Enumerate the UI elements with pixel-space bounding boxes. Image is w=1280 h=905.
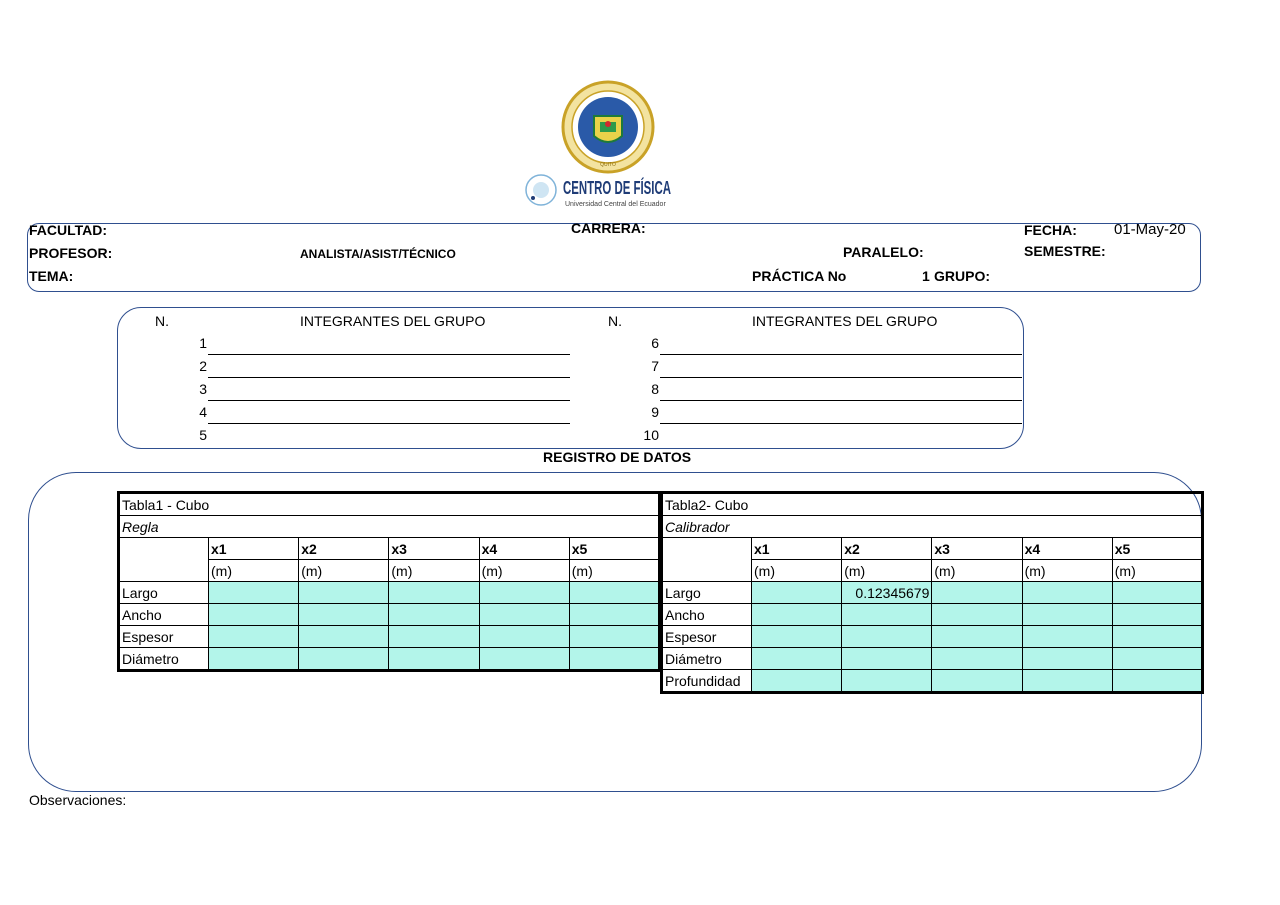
table1-input-cell[interactable]	[569, 582, 659, 604]
table2-input-cell[interactable]	[1112, 582, 1202, 604]
member-number: 6	[651, 335, 659, 351]
table1-row-label: Diámetro	[119, 648, 209, 671]
member-number: 9	[651, 404, 659, 420]
members-title-left: INTEGRANTES DEL GRUPO	[300, 313, 486, 329]
table2-row-label: Espesor	[662, 626, 752, 648]
table1-unit: (m)	[299, 560, 389, 582]
table2-col-header: x2	[842, 538, 932, 560]
brand-text: CENTRO DE FÍSICA	[563, 178, 734, 198]
table2-col-header: x5	[1112, 538, 1202, 560]
table1-unit: (m)	[209, 560, 299, 582]
table1-input-cell[interactable]	[569, 626, 659, 648]
table2-input-cell[interactable]	[842, 670, 932, 693]
table1-input-cell[interactable]	[479, 604, 569, 626]
member-name-line[interactable]	[208, 400, 570, 401]
practica-label: PRÁCTICA No	[752, 268, 847, 284]
facultad-label: FACULTAD:	[29, 222, 108, 238]
observaciones-label: Observaciones:	[29, 792, 127, 808]
table1-col-header: x1	[209, 538, 299, 560]
profesor-label: PROFESOR:	[29, 245, 113, 261]
table1-input-cell[interactable]	[299, 648, 389, 671]
table2-input-cell[interactable]	[752, 626, 842, 648]
table2-input-cell[interactable]	[1022, 582, 1112, 604]
table2-unit: (m)	[1022, 560, 1112, 582]
table1-input-cell[interactable]	[209, 582, 299, 604]
table2-input-cell[interactable]	[752, 670, 842, 693]
table2-input-cell[interactable]	[932, 582, 1022, 604]
table2-row-label: Ancho	[662, 604, 752, 626]
member-name-line[interactable]	[660, 377, 1022, 378]
table2-input-cell[interactable]	[932, 626, 1022, 648]
table1-input-cell[interactable]	[299, 582, 389, 604]
table2-input-cell[interactable]	[752, 582, 842, 604]
table1-input-cell[interactable]	[389, 582, 479, 604]
table1-input-cell[interactable]	[299, 626, 389, 648]
table2-input-cell[interactable]	[932, 670, 1022, 693]
brand-subtext: Universidad Central del Ecuador	[565, 201, 666, 208]
table2-input-cell[interactable]: 0.12345679	[842, 582, 932, 604]
table2-input-cell[interactable]	[752, 648, 842, 670]
seal-bottom-text: QUITO	[600, 162, 616, 168]
member-number: 2	[199, 358, 207, 374]
table1-input-cell[interactable]	[209, 648, 299, 671]
table2-input-cell[interactable]	[1022, 626, 1112, 648]
member-number: 3	[199, 381, 207, 397]
table2-instrument: Calibrador	[662, 516, 1203, 538]
table2-title: Tabla2- Cubo	[662, 493, 1203, 516]
paralelo-label: PARALELO:	[843, 244, 924, 260]
table2-col-header: x1	[752, 538, 842, 560]
table2-row-label: Profundidad	[662, 670, 752, 693]
table2-input-cell[interactable]	[932, 604, 1022, 626]
table1-input-cell[interactable]	[479, 582, 569, 604]
table1	[117, 491, 661, 672]
table2-input-cell[interactable]	[932, 648, 1022, 670]
table1-input-cell[interactable]	[209, 604, 299, 626]
member-name-line[interactable]	[660, 400, 1022, 401]
table1-col-header: x5	[569, 538, 659, 560]
table1-unit: (m)	[479, 560, 569, 582]
table1-title: Tabla1 - Cubo	[119, 493, 660, 516]
table1-input-cell[interactable]	[389, 626, 479, 648]
table1-input-cell[interactable]	[299, 604, 389, 626]
table2-input-cell[interactable]	[1022, 648, 1112, 670]
table1-input-cell[interactable]	[389, 604, 479, 626]
table2-input-cell[interactable]	[842, 604, 932, 626]
table2-col-header: x3	[932, 538, 1022, 560]
table2-row-label: Largo	[662, 582, 752, 604]
table1-unit: (m)	[569, 560, 659, 582]
table1-col-header: x2	[299, 538, 389, 560]
table2-input-cell[interactable]	[1112, 648, 1202, 670]
table1-row-label: Espesor	[119, 626, 209, 648]
member-name-line[interactable]	[208, 354, 570, 355]
fecha-label: FECHA:	[1024, 222, 1077, 238]
table2-input-cell[interactable]	[842, 648, 932, 670]
table2-input-cell[interactable]	[1112, 626, 1202, 648]
registro-title: REGISTRO DE DATOS	[543, 449, 692, 465]
table2-unit: (m)	[752, 560, 842, 582]
member-name-line[interactable]	[660, 423, 1022, 424]
table1-col-header: x3	[389, 538, 479, 560]
table1-input-cell[interactable]	[569, 604, 659, 626]
table1-col-header: x4	[479, 538, 569, 560]
table2-col-header: x4	[1022, 538, 1112, 560]
carrera-label: CARRERA:	[571, 220, 646, 236]
table1-row-label: Largo	[119, 582, 209, 604]
fecha-value[interactable]: 01-May-20	[1114, 221, 1186, 238]
table2-corner	[662, 538, 752, 582]
table1-input-cell[interactable]	[479, 626, 569, 648]
member-number: 5	[199, 427, 207, 443]
members-n-header-left: N.	[155, 313, 169, 329]
table1-input-cell[interactable]	[389, 648, 479, 671]
table2-input-cell[interactable]	[1112, 670, 1202, 693]
table2-input-cell[interactable]	[1112, 604, 1202, 626]
table2-row-label: Diámetro	[662, 648, 752, 670]
member-name-line[interactable]	[208, 423, 570, 424]
analista-label: ANALISTA/ASIST/TÉCNICO	[300, 247, 456, 261]
table2-input-cell[interactable]	[752, 604, 842, 626]
table2-input-cell[interactable]	[842, 626, 932, 648]
grupo-label: GRUPO:	[934, 268, 990, 284]
table1-unit: (m)	[389, 560, 479, 582]
members-n-header-right: N.	[608, 313, 622, 329]
table2	[660, 491, 1204, 694]
member-number: 7	[651, 358, 659, 374]
table1-input-cell[interactable]	[479, 648, 569, 671]
table2-unit: (m)	[932, 560, 1022, 582]
table1-row-label: Ancho	[119, 604, 209, 626]
member-name-line[interactable]	[208, 377, 570, 378]
table1-input-cell[interactable]	[569, 648, 659, 671]
member-number: 1	[199, 335, 207, 351]
university-seal-logo	[561, 80, 655, 174]
table1-instrument: Regla	[119, 516, 660, 538]
member-number: 10	[643, 427, 659, 443]
semestre-label: SEMESTRE:	[1024, 243, 1106, 259]
table2-unit: (m)	[842, 560, 932, 582]
centro-de-fisica-logo	[523, 170, 734, 212]
member-name-line[interactable]	[660, 354, 1022, 355]
practica-number[interactable]: 1	[922, 268, 930, 284]
tema-label: TEMA:	[29, 268, 74, 284]
table2-input-cell[interactable]	[1022, 670, 1112, 693]
table2-input-cell[interactable]	[1022, 604, 1112, 626]
members-title-right: INTEGRANTES DEL GRUPO	[752, 313, 938, 329]
table1-corner	[119, 538, 209, 582]
table1-input-cell[interactable]	[209, 626, 299, 648]
member-number: 4	[199, 404, 207, 420]
table2-unit: (m)	[1112, 560, 1202, 582]
member-number: 8	[651, 381, 659, 397]
